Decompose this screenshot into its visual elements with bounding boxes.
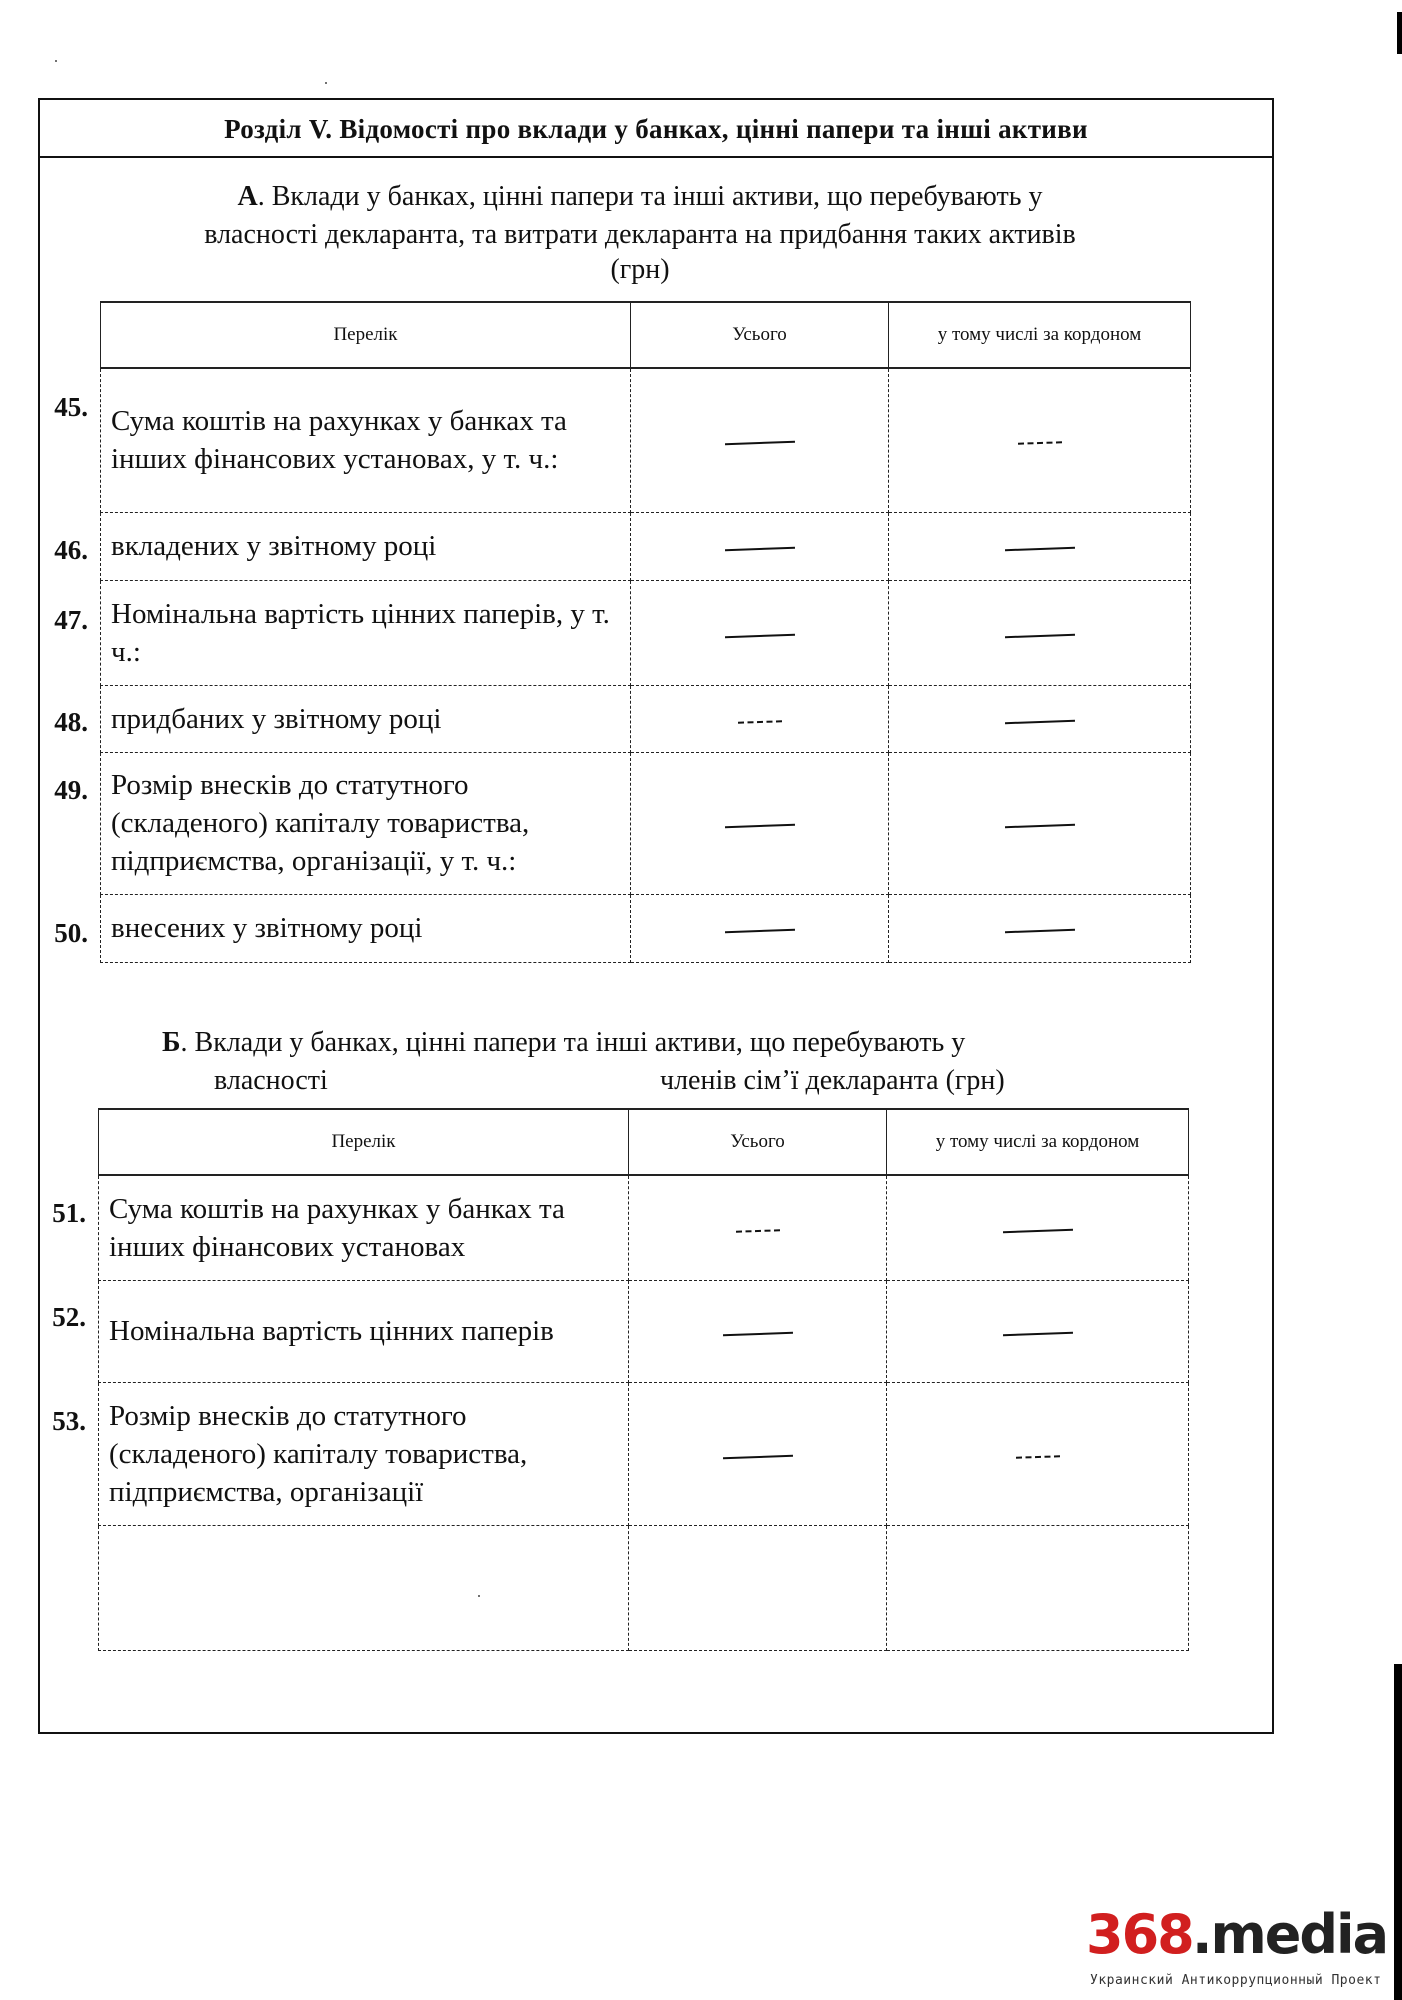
row-total [631, 368, 889, 512]
row-abroad [889, 752, 1191, 894]
blank-dash [724, 441, 794, 445]
blank-dash [1004, 824, 1074, 828]
column-header-abroad: у тому числі за кордоном [887, 1109, 1189, 1175]
scan-speck [478, 1595, 480, 1597]
blank-dash [735, 1229, 779, 1233]
table-header-row [101, 302, 1191, 368]
section-b-heading-line2: власності членів сім’ї декларанта (грн) [214, 1065, 1005, 1096]
column-header-list: Перелік [101, 302, 631, 368]
blank-dash [1015, 1455, 1059, 1459]
row-total [629, 1280, 887, 1382]
table-row [99, 1280, 1189, 1382]
row-total [631, 752, 889, 894]
row-label: Номінальна вартість цінних паперів [99, 1280, 629, 1382]
blank-dash [1004, 719, 1074, 723]
section-b-table [98, 1108, 1189, 1651]
column-header-abroad: у тому числі за кордоном [889, 302, 1191, 368]
section-a-heading [100, 178, 1180, 286]
row-total [631, 580, 889, 685]
blank-dash [1004, 633, 1074, 637]
watermark-logo [1078, 1905, 1400, 2000]
blank-dash [737, 720, 781, 724]
row-abroad [887, 1382, 1189, 1525]
row-number: 45. [54, 392, 88, 422]
watermark-domain: .media [1192, 1903, 1388, 1966]
section-a-heading-line3: (грн) [610, 254, 670, 285]
section-a-table [100, 301, 1191, 963]
row-label [99, 1525, 629, 1650]
table-row [101, 752, 1191, 894]
row-label: Розмір внесків до статутного (складеного) капіталу товариства, підприємства, організації, у т. ч.: [101, 752, 631, 894]
row-total [629, 1175, 887, 1280]
row-label: вкладених у звітному році [101, 512, 631, 580]
row-abroad [889, 512, 1191, 580]
section-b-heading-line1: Б. Вклади у банках, цінні папери та інші активи, що перебувають у [162, 1027, 966, 1058]
blank-dash [722, 1332, 792, 1336]
blank-dash [724, 547, 794, 551]
section-a-heading-line1: А. Вклади у банках, цінні папери та інші активи, що перебувають у [237, 181, 1043, 212]
table-row [101, 580, 1191, 685]
row-label: Номінальна вартість цінних паперів, у т. ч.: [101, 580, 631, 685]
row-label: Сума коштів на рахунках у банках та інших фінансових установах, у т. ч.: [101, 368, 631, 512]
row-number: 46. [54, 535, 88, 565]
table-row [101, 894, 1191, 962]
blank-dash [724, 633, 794, 637]
row-abroad [889, 685, 1191, 752]
row-abroad [887, 1280, 1189, 1382]
blank-dash [1004, 547, 1074, 551]
row-number: 51. [52, 1198, 86, 1228]
row-label: Розмір внесків до статутного (складеного) капіталу товариства, підприємства, організації [99, 1382, 629, 1525]
column-header-total: Усього [631, 302, 889, 368]
row-label: внесених у звітному році [101, 894, 631, 962]
blank-dash [724, 824, 794, 828]
scan-speck [55, 60, 57, 62]
watermark-tagline: Украинский Антикоррупционный Проект [1090, 1973, 1382, 1988]
section-b-letter: Б [162, 1027, 181, 1058]
scan-edge [1397, 12, 1402, 54]
row-number: 53. [52, 1406, 86, 1436]
row-number: 48. [54, 707, 88, 737]
table-header-row [99, 1109, 1189, 1175]
table-row [101, 368, 1191, 512]
row-number: 50. [54, 918, 88, 948]
section-title: Розділ V. Відомості про вклади у банках, цінні папери та інші активи [38, 98, 1274, 158]
row-abroad [887, 1175, 1189, 1280]
row-total [631, 685, 889, 752]
row-total [631, 512, 889, 580]
column-header-list: Перелік [99, 1109, 629, 1175]
section-b-heading [150, 1024, 1150, 1100]
table-row [101, 685, 1191, 752]
blank-dash [1002, 1229, 1072, 1233]
blank-dash [724, 929, 794, 933]
section-a-letter: А [237, 181, 258, 212]
row-label: Сума коштів на рахунках у банках та інших фінансових установах [99, 1175, 629, 1280]
row-abroad [889, 368, 1191, 512]
table-row [99, 1175, 1189, 1280]
blank-dash [722, 1454, 792, 1458]
column-header-total: Усього [629, 1109, 887, 1175]
table-row [101, 512, 1191, 580]
row-number: 52. [52, 1302, 86, 1332]
row-abroad [889, 580, 1191, 685]
row-abroad [887, 1525, 1189, 1650]
blank-dash [1017, 441, 1061, 445]
blank-dash [1002, 1332, 1072, 1336]
row-total [629, 1382, 887, 1525]
row-label: придбаних у звітному році [101, 685, 631, 752]
table-row-empty [99, 1525, 1189, 1650]
row-total [629, 1525, 887, 1650]
scan-speck [325, 82, 327, 84]
blank-dash [1004, 929, 1074, 933]
section-a-heading-line2: власності декларанта, та витрати декларанта на придбання таких активів [204, 219, 1076, 250]
row-abroad [889, 894, 1191, 962]
row-total [631, 894, 889, 962]
row-number: 47. [54, 605, 88, 635]
row-number: 49. [54, 775, 88, 805]
table-row [99, 1382, 1189, 1525]
watermark-number: 368 [1086, 1903, 1193, 1966]
